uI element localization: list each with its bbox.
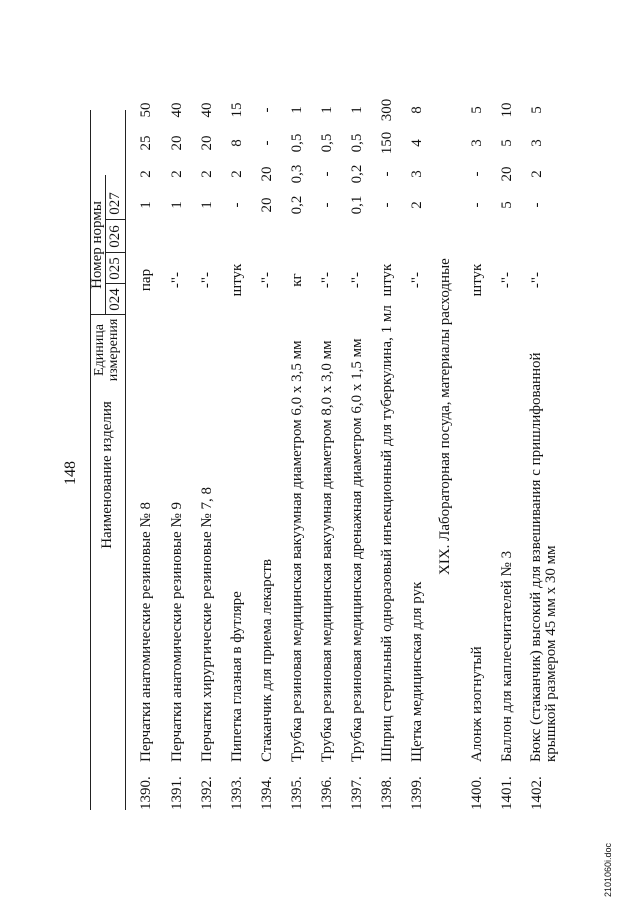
item-unit: штук bbox=[229, 263, 245, 297]
norm-026: 8 bbox=[229, 139, 245, 147]
table-row bbox=[528, 106, 569, 810]
header-norm-group: Номер нормы bbox=[89, 201, 105, 289]
item-unit: -"- bbox=[409, 271, 425, 289]
norm-025: 20 bbox=[499, 166, 515, 182]
item-name: Баллон для каплесчитателей № 3 bbox=[499, 550, 515, 762]
norm-024: 1 bbox=[199, 201, 215, 209]
item-unit: -"- bbox=[319, 271, 335, 289]
norm-027: 50 bbox=[138, 102, 154, 118]
norm-026: 0,5 bbox=[319, 133, 335, 153]
file-name-footer: 2101060i.doc bbox=[603, 842, 613, 897]
norm-026: 0,5 bbox=[289, 133, 305, 153]
norm-027: 15 bbox=[229, 102, 245, 118]
item-unit: пар bbox=[138, 268, 154, 292]
header-norm-025: 025 bbox=[107, 257, 123, 280]
norm-027: 1 bbox=[319, 106, 335, 114]
norm-024: 2 bbox=[409, 201, 425, 209]
item-name: Щетка медицинская для рук bbox=[409, 581, 425, 762]
norm-024: 1 bbox=[138, 201, 154, 209]
norm-027: - bbox=[259, 107, 275, 113]
header-bottom-rule bbox=[125, 110, 126, 810]
row-number: 1402. bbox=[529, 776, 545, 810]
norm-026: 3 bbox=[529, 139, 545, 147]
table-row bbox=[319, 106, 349, 810]
row-number: 1397. bbox=[349, 776, 365, 810]
table-row bbox=[229, 102, 259, 810]
row-number: 1395. bbox=[289, 776, 305, 810]
norm-026: 3 bbox=[469, 139, 485, 147]
item-name: Перчатки хирургические резиновые № 7, 8 bbox=[199, 487, 215, 762]
norm-026: 0,5 bbox=[349, 133, 365, 153]
item-name: Трубка резиновая медицинская вакуумная диаметром 8,0 х 3,0 мм bbox=[319, 340, 335, 762]
item-name-line1: Бюкс (стаканчик) высокий для взвешивания с пришлифованной bbox=[528, 352, 544, 762]
norm-027: 40 bbox=[169, 102, 185, 118]
row-number: 1392. bbox=[199, 776, 215, 810]
norm-025: 0,2 bbox=[349, 164, 365, 184]
norm-024: - bbox=[319, 202, 335, 208]
table-row bbox=[138, 102, 168, 810]
norm-025: 2 bbox=[138, 170, 154, 178]
header-unit-col bbox=[93, 315, 121, 385]
row-number: 1400. bbox=[469, 776, 485, 810]
norm-027: 10 bbox=[499, 102, 515, 118]
norm-027: 1 bbox=[349, 106, 365, 114]
item-name: Стаканчик для приема лекарств bbox=[259, 559, 275, 762]
item-name: Шприц стерильный одноразовый инъекционный для туберкулина, 1 мл bbox=[379, 305, 395, 762]
item-unit: -"- bbox=[349, 271, 365, 289]
norm-026: 5 bbox=[499, 139, 515, 147]
norm-026: 20 bbox=[199, 135, 215, 151]
norm-025: 20 bbox=[259, 166, 275, 182]
header-unit-line1: Единица bbox=[92, 324, 107, 376]
header-unit-line2: измерения bbox=[106, 318, 121, 382]
item-name: Алонж изогнутый bbox=[469, 646, 485, 762]
header-norm-024: 024 bbox=[107, 288, 123, 311]
row-number: 1391. bbox=[169, 776, 185, 810]
page-number: 148 bbox=[62, 461, 79, 485]
norm-024: - bbox=[379, 202, 395, 208]
norm-027: 8 bbox=[409, 106, 425, 114]
item-unit: штук bbox=[469, 263, 485, 297]
table-row bbox=[409, 106, 439, 810]
norm-025: 2 bbox=[529, 170, 545, 178]
item-unit: -"- bbox=[499, 271, 515, 289]
norm-group-rule bbox=[105, 175, 106, 315]
item-name: Перчатки анатомические резиновые № 9 bbox=[169, 501, 185, 762]
item-name: Пипетка глазная в футляре bbox=[229, 591, 245, 762]
row-number: 1398. bbox=[379, 776, 395, 810]
norm-027: 40 bbox=[199, 102, 215, 118]
norm-026: 20 bbox=[169, 135, 185, 151]
table-row bbox=[379, 98, 409, 810]
norm-025: - bbox=[469, 171, 485, 177]
norm-024: - bbox=[469, 202, 485, 208]
header-name-col: Наименование изделия bbox=[99, 401, 115, 549]
norm-026: 150 bbox=[379, 131, 395, 155]
norm-025: - bbox=[379, 171, 395, 177]
item-unit: -"- bbox=[259, 271, 275, 289]
norm-026: 25 bbox=[138, 135, 154, 151]
item-name: Трубка резиновая медицинская вакуумная диаметром 6,0 х 3,5 мм bbox=[289, 340, 305, 762]
norm-025: 2 bbox=[169, 170, 185, 178]
norm-024: - bbox=[229, 202, 245, 208]
item-name bbox=[529, 352, 559, 762]
norm-024: 0,2 bbox=[289, 195, 305, 215]
norm-027: 5 bbox=[529, 106, 545, 114]
header-norm-027: 027 bbox=[107, 192, 123, 215]
header-norm-026: 026 bbox=[107, 225, 123, 248]
norm-027: 300 bbox=[379, 98, 395, 122]
table-row bbox=[259, 107, 289, 810]
norm-025: 2 bbox=[199, 170, 215, 178]
row-number: 1390. bbox=[138, 776, 154, 810]
item-unit: -"- bbox=[529, 271, 545, 289]
row-number: 1396. bbox=[319, 776, 335, 810]
norm-024: 20 bbox=[259, 197, 275, 213]
item-unit: кг bbox=[289, 273, 305, 287]
item-unit: -"- bbox=[199, 271, 215, 289]
norm-024: 5 bbox=[499, 201, 515, 209]
table-row bbox=[349, 106, 379, 810]
table-row bbox=[169, 102, 199, 810]
row-number: 1399. bbox=[409, 776, 425, 810]
table-row bbox=[499, 102, 529, 810]
norm-026: - bbox=[259, 140, 275, 146]
item-name: Трубка резиновая медицинская дренажная диаметром 6,0 х 1,5 мм bbox=[349, 338, 365, 762]
norm-026: 4 bbox=[409, 139, 425, 147]
row-number: 1394. bbox=[259, 776, 275, 810]
item-unit: -"- bbox=[169, 271, 185, 289]
table-row bbox=[289, 106, 319, 810]
norm-024: 0,1 bbox=[349, 195, 365, 215]
section-title: XIX. Лабораторная посуда, материалы расходные bbox=[437, 258, 453, 575]
table-row bbox=[199, 102, 229, 810]
norm-025: 2 bbox=[229, 170, 245, 178]
row-number: 1401. bbox=[499, 776, 515, 810]
norm-027: 1 bbox=[289, 106, 305, 114]
item-name: Перчатки анатомические резиновые № 8 bbox=[138, 501, 154, 762]
norm-024: 1 bbox=[169, 201, 185, 209]
norm-024: - bbox=[529, 202, 545, 208]
norm-025: - bbox=[319, 171, 335, 177]
norm-025: 3 bbox=[409, 170, 425, 178]
norm-027: 5 bbox=[469, 106, 485, 114]
norm-025: 0,3 bbox=[289, 164, 305, 184]
item-name-line2: крышкой размером 45 мм х 30 мм bbox=[543, 545, 559, 762]
row-number: 1393. bbox=[229, 776, 245, 810]
item-unit: штук bbox=[379, 263, 395, 297]
table-row bbox=[469, 106, 499, 810]
